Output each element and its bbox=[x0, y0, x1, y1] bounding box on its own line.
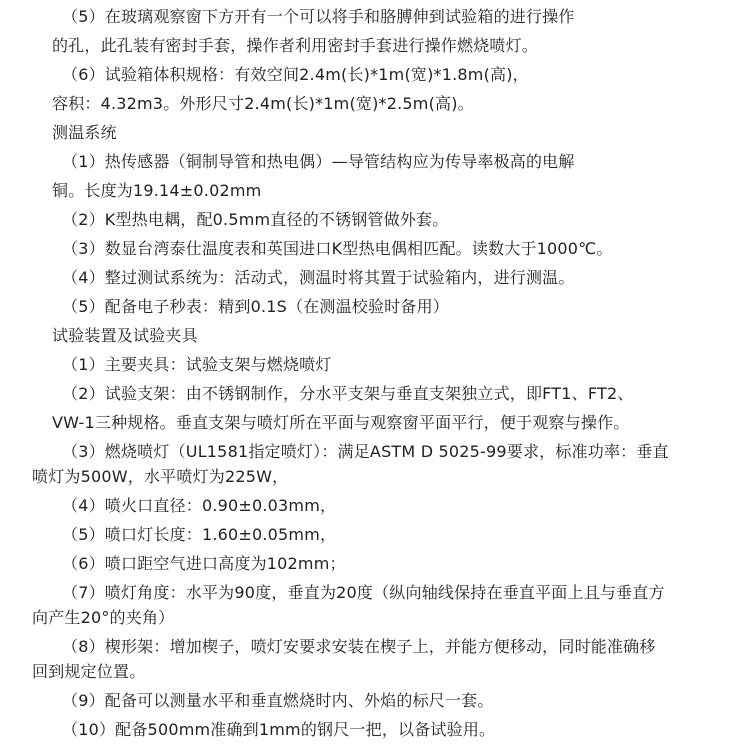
text-line: （4）喷火口直径：0.90±0.03mm， bbox=[62, 496, 337, 515]
text-line: 回到规定位置。 bbox=[32, 662, 146, 681]
text-line: （6）试验箱体积规格：有效空间2.4m(长)*1m(宽)*1.8m(高)， bbox=[62, 65, 529, 84]
text-line: （4）整过测试系统为：活动式，测温时将其置于试验箱内，进行测温。 bbox=[62, 268, 575, 287]
text-line: （1）热传感器（铜制导管和热电偶）—导管结构应为传导率极高的电解 bbox=[62, 152, 575, 171]
text-line: （2）K型热电耦，配0.5mm直径的不锈钢管做外套。 bbox=[62, 210, 449, 229]
text-line: 喷灯为500W，水平喷灯为225W， bbox=[32, 467, 289, 486]
text-line: （5）在玻璃观察窗下方开有一个可以将手和胳膊伸到试验箱的进行操作 bbox=[62, 7, 575, 26]
text-line: 铜。长度为19.14±0.02mm bbox=[52, 181, 262, 200]
text-line: （5）喷口灯长度：1.60±0.05mm， bbox=[62, 525, 337, 544]
text-line: （10）配备500mm准确到1mm的钢尺一把，以备试验用。 bbox=[62, 720, 496, 739]
text-line: （7）喷灯角度：水平为90度，垂直为20度（纵向轴线保持在垂直平面上且与垂直方 bbox=[62, 583, 665, 602]
text-line: （8）楔形架：增加楔子，喷灯安要求安装在楔子上，并能方便移动，同时能准确移 bbox=[62, 637, 656, 656]
text-line: （1）主要夹具：试验支架与燃烧喷灯 bbox=[62, 355, 332, 374]
section-heading-test-apparatus: 试验装置及试验夹具 bbox=[52, 326, 198, 345]
text-line: 的孔，此孔装有密封手套，操作者利用密封手套进行操作燃烧喷灯。 bbox=[52, 36, 539, 55]
text-line: 容积：4.32m3。外形尺寸2.4m(长)*1m(宽)*2.5m(高)。 bbox=[52, 94, 474, 113]
text-line: （3）数显台湾泰仕温度表和英国进口K型热电偶相匹配。读数大于1000℃。 bbox=[62, 239, 613, 258]
text-line: （5）配备电子秒表：精到0.1S（在测温校验时备用） bbox=[62, 297, 449, 316]
text-line: （3）燃烧喷灯（UL1581指定喷灯）：满足ASTM D 5025-99要求，标准功率：垂直 bbox=[62, 442, 669, 461]
text-line: （6）喷口距空气进口高度为102mm； bbox=[62, 554, 346, 573]
text-line: （2）试验支架：由不锈钢制作，分水平支架与垂直支架独立式，即FT1、FT2、 bbox=[62, 384, 634, 403]
text-line: 向产生20°的夹角） bbox=[32, 608, 175, 627]
text-line: （9）配备可以测量水平和垂直燃烧时内、外焰的标尺一套。 bbox=[62, 691, 494, 710]
section-heading-temperature-system: 测温系统 bbox=[52, 123, 117, 142]
text-line: VW-1三种规格。垂直支架与喷灯所在平面与观察窗平面平行，便于观察与操作。 bbox=[52, 413, 630, 432]
